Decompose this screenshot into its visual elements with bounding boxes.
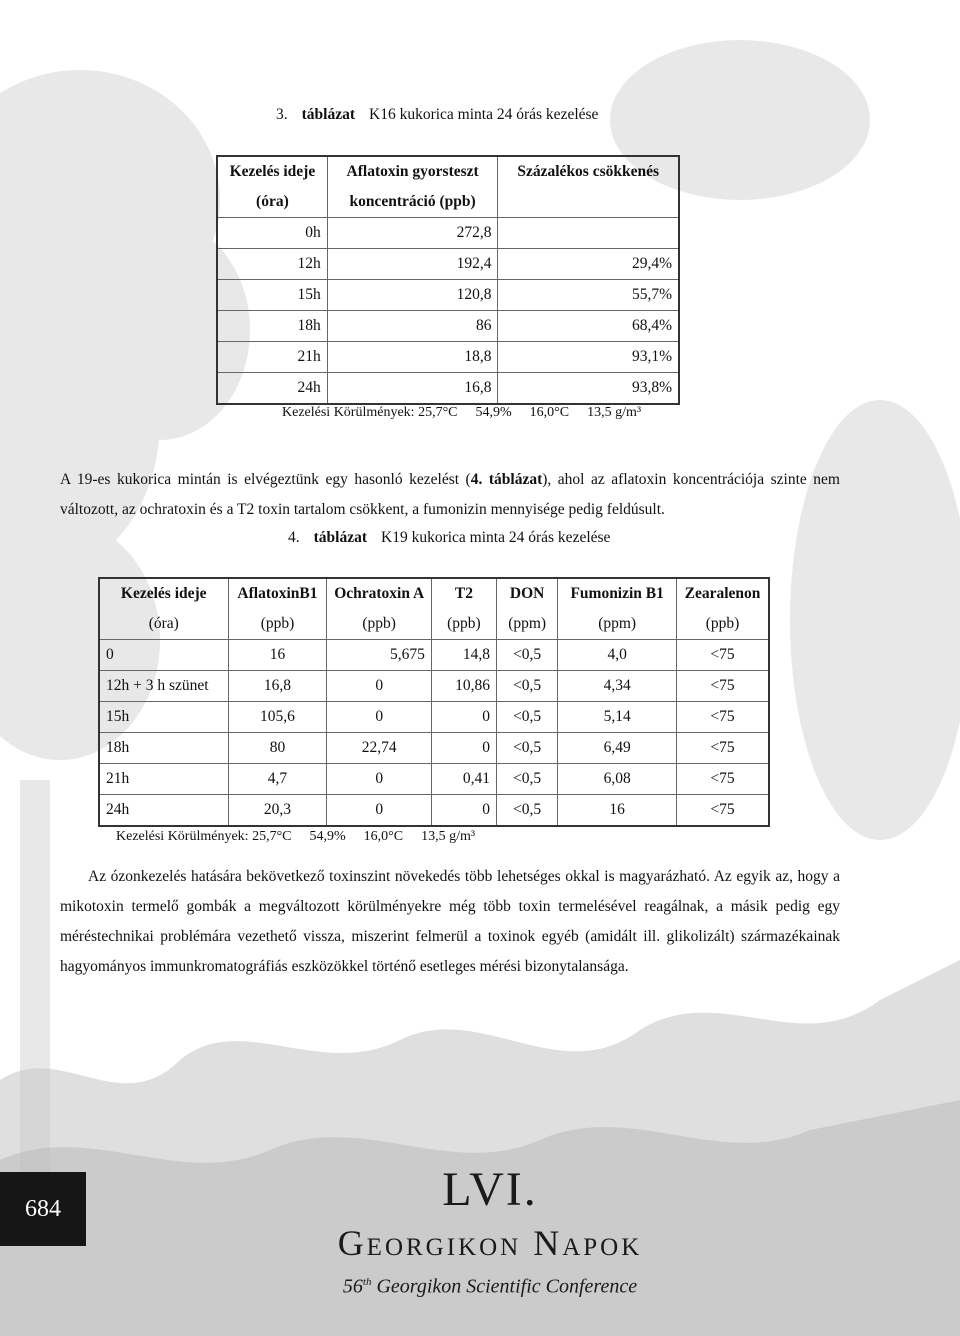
table4-title: K19 kukorica minta 24 órás kezelése: [381, 529, 611, 546]
table-cell: 12h + 3 h szünet: [99, 671, 228, 702]
table-cell: <75: [677, 733, 769, 764]
table-cell: 6,49: [558, 733, 677, 764]
table-row: [217, 249, 679, 280]
table-cell: 4,7: [228, 764, 327, 795]
table-cell: <0,5: [496, 640, 557, 671]
condition-value: 13,5 g/m³: [421, 829, 476, 844]
table4-label: táblázat: [313, 529, 368, 546]
table-cell: 15h: [99, 702, 228, 733]
table-cell: 16: [558, 795, 677, 827]
condition-value: 16,0°C: [363, 829, 404, 844]
table-cell: 4,34: [558, 671, 677, 702]
condition-value: 54,9%: [309, 829, 346, 844]
table4-unit-cell: (ppb): [327, 609, 431, 640]
table4-number: 4.: [288, 529, 300, 546]
table-row: [99, 640, 769, 671]
table-row: [217, 280, 679, 311]
table4-header-cell: Zearalenon: [684, 585, 761, 602]
table-cell: 0: [327, 764, 431, 795]
table-row: [99, 795, 769, 827]
table3: [216, 155, 680, 405]
table4-unit-cell: (ppb): [677, 609, 769, 640]
table-cell: 0: [327, 795, 431, 827]
table-row: [99, 764, 769, 795]
condition-value: 16,0°C: [529, 405, 570, 420]
table-cell: <0,5: [496, 764, 557, 795]
table-cell: 24h: [99, 795, 228, 827]
table-cell: 16: [228, 640, 327, 671]
table4-header-cell: T2: [431, 578, 496, 609]
table3-conditions: [282, 405, 659, 421]
table-cell: 5,14: [558, 702, 677, 733]
table4: [98, 577, 770, 827]
table-cell: <75: [677, 640, 769, 671]
table3-header-cell: Kezelés ideje: [217, 156, 327, 187]
table4-conditions: [116, 829, 493, 845]
table4-unit-cell: (ppb): [228, 609, 327, 640]
table-cell: 21h: [99, 764, 228, 795]
table-row: [217, 311, 679, 342]
table3-header-cell: koncentráció (ppb): [327, 187, 498, 218]
table-cell: <75: [677, 764, 769, 795]
table-row: [99, 733, 769, 764]
table-row: [99, 702, 769, 733]
table3-header-cell: Aflatoxin gyorsteszt: [327, 156, 498, 187]
table-cell: 192,4: [327, 249, 498, 280]
table-row: [217, 342, 679, 373]
table-cell: 6,08: [558, 764, 677, 795]
conference-roman-numeral: LVI.: [442, 1163, 538, 1216]
table-cell: 14,8: [431, 640, 496, 671]
table3-title: K16 kukorica minta 24 órás kezelése: [369, 106, 599, 123]
table4-unit-cell: (ppm): [496, 609, 557, 640]
table-cell: <0,5: [496, 671, 557, 702]
paragraph-1: [60, 465, 840, 525]
table-cell: 0,41: [431, 764, 496, 795]
table3-header-row: [217, 187, 679, 218]
table-cell: 105,6: [228, 702, 327, 733]
condition-label: Kezelési Körülmények: 25,7°C: [282, 405, 458, 420]
table-reference: 4. táblázat: [470, 471, 543, 488]
table4-header-cell: Ochratoxin A: [327, 578, 431, 609]
conference-ordinal: 56: [342, 1275, 363, 1298]
page-number-text: 684: [25, 1195, 61, 1222]
table-cell: 21h: [217, 342, 327, 373]
table-cell: 5,675: [327, 640, 431, 671]
table-cell: 0: [327, 671, 431, 702]
table-cell: 120,8: [327, 280, 498, 311]
table-cell: 0h: [217, 218, 327, 249]
table4-header-cell: DON: [496, 578, 557, 609]
table-cell: 15h: [217, 280, 327, 311]
table-cell: 18h: [217, 311, 327, 342]
table-cell: 0: [431, 795, 496, 827]
table3-header-cell: (óra): [217, 187, 327, 218]
table3-label: táblázat: [301, 106, 356, 123]
table-cell: <0,5: [496, 702, 557, 733]
table3-header-cell: Százalékos csökkenés: [517, 163, 660, 180]
table4-header-cell: AflatoxinB1: [228, 578, 327, 609]
table4-caption: [288, 529, 610, 547]
table-cell: 93,8%: [631, 379, 672, 396]
conference-logo: [300, 1160, 680, 1303]
table-cell: 68,4%: [498, 311, 679, 342]
table-cell: 80: [228, 733, 327, 764]
conference-name: Georgikon Napok: [337, 1223, 643, 1263]
page-number: [0, 1172, 86, 1246]
table-cell: 18,8: [327, 342, 498, 373]
table-cell: <75: [677, 671, 769, 702]
table-cell: 29,4%: [498, 249, 679, 280]
conference-subtitle: [300, 1266, 680, 1303]
table-cell: <75: [677, 702, 769, 733]
table-cell: 20,3: [228, 795, 327, 827]
condition-label: Kezelési Körülmények: 25,7°C: [116, 829, 292, 844]
table-cell: 10,86: [431, 671, 496, 702]
table-cell: <0,5: [496, 795, 557, 827]
table-cell: 18h: [99, 733, 228, 764]
table-cell: 93,1%: [498, 342, 679, 373]
table-cell: 272,8: [327, 218, 498, 249]
table4-unit-cell: (ppm): [558, 609, 677, 640]
table4-units-row: [99, 609, 769, 640]
table-row: [99, 671, 769, 702]
table4-header-cell: Fumonizin B1: [558, 578, 677, 609]
condition-value: 13,5 g/m³: [587, 405, 642, 420]
table-cell: 22,74: [327, 733, 431, 764]
table-cell: 0: [99, 640, 228, 671]
table-cell: 0: [431, 702, 496, 733]
table-cell: 4,0: [558, 640, 677, 671]
table3-header-cell: [498, 187, 679, 218]
table3-number: 3.: [276, 106, 288, 123]
table-cell: 12h: [217, 249, 327, 280]
conference-subtitle-text: Georgikon Scientific Conference: [376, 1275, 638, 1298]
paragraph-2: Az ózonkezelés hatására bekövetkező toxinszint növekedés több lehetséges okkal is magyarázható. Az egyik az, hogy a mikotoxin termelő gombák a megváltozott körülményekre még több toxin termelésével reagálnak, a másik pedig egy méréstechnikai problémára vezethető vissza, miszerint felmerül a toxinok egyéb (amidált ill. glikolizált) származékainak hagyományos immunkromatográfiás eszközökkel történő esetleges mérési bizonytalansága.: [60, 868, 840, 975]
table3-caption: [276, 106, 598, 124]
conference-ordinal-suffix: th: [362, 1276, 372, 1288]
condition-value: 54,9%: [475, 405, 512, 420]
table-cell: 0: [431, 733, 496, 764]
table-cell: [498, 218, 679, 249]
table-cell: 16,8: [327, 373, 498, 405]
table-row: [217, 373, 679, 405]
table4-header-row: [99, 578, 769, 609]
table4-unit-cell: (ppb): [431, 609, 496, 640]
table-cell: 55,7%: [498, 280, 679, 311]
table-row: [217, 218, 679, 249]
table4-header-cell: Kezelés ideje: [99, 578, 228, 609]
table-cell: 24h: [217, 373, 327, 405]
table-cell: <75: [710, 801, 735, 818]
table-cell: 86: [327, 311, 498, 342]
paragraph-1-text: A 19-es kukorica mintán is elvégeztünk egy hasonló kezelést (: [60, 471, 471, 488]
table-cell: <0,5: [496, 733, 557, 764]
table-cell: 0: [327, 702, 431, 733]
table4-unit-cell: (óra): [99, 609, 228, 640]
paragraph-1-text: ), ahol az aflatoxin koncentrációja szinte nem változott, az ochratoxin és a T2 toxin tartalom csökkent, a fumonizin mennyisége pedig feldúsult.: [60, 471, 840, 518]
table-cell: 16,8: [228, 671, 327, 702]
table3-header-row: [217, 156, 679, 187]
